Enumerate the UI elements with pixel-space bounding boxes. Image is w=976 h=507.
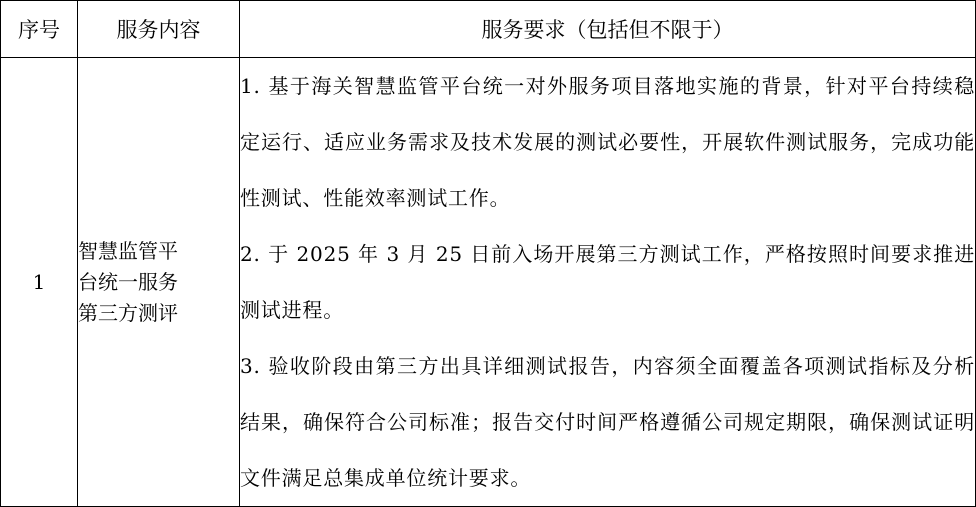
header-service-content: 服务内容 [78, 1, 240, 58]
cell-service-content [78, 58, 240, 507]
header-serial-number: 序号 [1, 1, 78, 58]
table-row [1, 58, 976, 507]
requirement-item-3: 3. 验收阶段由第三方出具详细测试报告，内容须全面覆盖各项测试指标及分析结果，确保符合公司标准；报告交付时间严格遵循公司规定期限，确保测试证明文件满足总集成单位统计要求。 [240, 354, 975, 490]
service-content-line: 智慧监管平 [78, 238, 178, 263]
requirement-item-2: 2. 于 2025 年 3 月 25 日前入场开展第三方测试工作，严格按照时间要求推进测试进程。 [240, 242, 975, 322]
header-row [1, 1, 976, 58]
service-content-line: 台统一服务 [78, 269, 178, 294]
cell-serial-number: 1 [1, 58, 78, 507]
requirement-item-1: 1. 基于海关智慧监管平台统一对外服务项目落地实施的背景，针对平台持续稳定运行、适应业务需求及技术发展的测试必要性，开展软件测试服务，完成功能性测试、性能效率测试工作。 [240, 74, 975, 210]
cell-service-requirements [240, 58, 976, 507]
header-service-requirements: 服务要求（包括但不限于） [240, 1, 976, 58]
service-content-line: 第三方测评 [78, 300, 178, 325]
